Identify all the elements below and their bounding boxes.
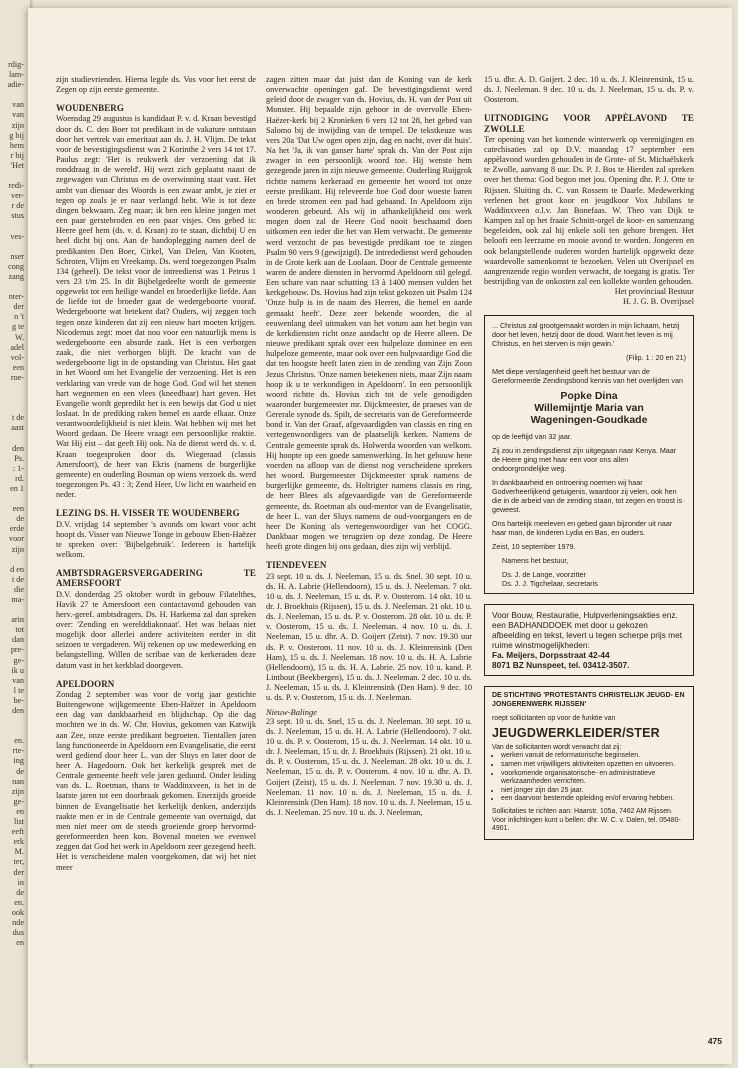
job-requirement: • een daarvoor bestemde opleiding en/of ervaring hebben. <box>501 795 686 804</box>
obituary-signatories <box>492 570 686 588</box>
obituary-box <box>484 315 694 594</box>
strip-fragment: ge- <box>13 655 24 665</box>
obituary-age: op de leeftijd van 32 jaar. <box>492 432 572 442</box>
heading-lezing: LEZING DS. H. VISSER TE WOUDENBERG <box>56 508 240 519</box>
strip-fragment: den <box>12 706 24 715</box>
strip-fragment: en <box>16 806 24 816</box>
obituary-by: Namens het bestuur, <box>502 556 569 566</box>
obituary-name-3: Wageningen-Goudkade <box>530 414 648 427</box>
strip-fragment: nan <box>12 776 24 786</box>
strip-fragment: ge- <box>13 796 24 806</box>
strip-fragment <box>0 393 26 403</box>
heading-uitnodiging: UITNODIGING VOOR APPÈLAVOND TE ZWOLLE <box>484 113 694 134</box>
obituary-name-2: Willemijntje Maria van <box>534 402 644 415</box>
article-lezing: D.V. vrijdag 14 september 's avonds om kwart voor acht hoopt ds. Visser van Nieuwe Tonge in gebouw Eben-Haëzer te spreken over: 'Bijbelgebruik'. Iedereen is hartelijk welkom. <box>56 519 256 560</box>
strip-fragment: W. <box>14 332 24 342</box>
obituary-place: Zeist, 10 september 1979. <box>492 542 576 552</box>
strip-fragment: en 1 <box>10 483 24 493</box>
article-apeldoorn-cont: zagen zitten maar dat juist dan de Koning van de kerk onverwachte openingen gaf. De bevestigingsdienst werd geleid door de zwager van ds. Hovius, ds. H. van der Post uit Monster. Hij bepaalde zijn gehoor in de overvolle Eben-Haëzer-kerk bij 2 Kronieken 6 vers 12 tot 28, het gebed van Salomo bij de inwijding van de tempel. De tekstkeuze was vers 20a 'Dat Uw ogen open zijn, dag en nacht, over dit huis'. Na het 'Ja, ik van ganser harte' sprak ds. Van der Post zijn zwager in een persoonlijk woord toe. Hij wenste hem gezegende jaren in zijn nieuwe gemeente. Ouderling Ruijgrok richtte namens kerkeraad en gemeente het woord tot onze eerste predikant. Hij releveerde hoe God door woeste baren en brede stromen een pad had gebaand. In Apeldoorn zijn wonderen gebeurd. Als wij in afhankelijkheid ons werk mogen doen zal de Heere God nooit beschaamd doen uitkomen een ieder die het van Hem verwacht. De gemeente werd verzocht de pas bevestigde predikant toe te zingen Psalm 90 vers 9 (gewijzigd). De intrededienst werd gehouden in de Grote kerk aan de Loolaan. Door de Centrale gemeente waren de andere diensten in hervormd Apeldoorn stil gelegd. Een schare van naar schatting 13 à 1400 mensen vulden het kerkgebouw. Ds. Hovius had zijn tekst gekozen uit Psalm 124 'Onze hulp is in de naam des Heeren, die hemel en aarde gemaakt heeft'. Deze zeer bekende woorden, die al eeuwenlang deel uitmaken van het votum aan het begin van de kerkdiensten richt onze aandacht op de Heere alleen. De nieuwe predikant sprak over een hulpeloze dominee en een hulpeloze gemeente, maar ook over een hulpvaardige God die dat ten hoogste heeft laten zien in de zending van Zijn Zoon Jezus Christus. 'Onze namen betekenen niets, maar Zijn naam hoop ik u te verkondigen in Apeldoorn'. In een persoonlijk woord richtte ds. Hovius zich tot de vele genodigden waaronder burgemeester mr. Dijckmeester, de praeses van de Gererale synode ds. Spilt, de secretaris van de Gereformeerde bond ir. Van der Graaf, afgevaardigden van classis en ring en vertegenwoordigers van de plaatselijk kerken. Namens de Centrale gemeente sprak ds. Holwerda woorden van welkom. Hij hoopte op een goede samenwerking. In het gebouw hene voerden na afloop van de dienst nog verscheidene sprekers het woord. Burgemeester Dijckmeester sprak namens de burgerlijke gemeente, ds. Holtrigter namens classis en ring, de heer Blees als afgevaardigde van de Gereformeerde gemeente, ds. Roetman als oud-mentor van de Evangelisatie, de heer L. van der Sluys namens de oud-voorgangers en de heer De Koning als vertegenwoordiger van het COGG. Dankbaar mogen we terugzien op deze zondag. De Heere heeft grote dingen bij ons gedaan, dies zijn wij verblijd. <box>266 75 472 552</box>
strip-fragment: aast <box>11 423 24 433</box>
schedule-nieuw-balinge: 23 sept. 10 u. ds. Snel, 15 u. ds. J. Neeleman. 30 sept. 10 u. ds. J. Neeleman, 15 u. ds. H. A. Labrie (Hellendoorn). 7 okt. 10 u. ds. P. v. Oosterom, 15 u. ds. J. Neeleman. 14 okt. 10 u. dr. J. Neeleman, 15 u. dr. J. Broekhuis (Rijssen). 21 okt. 10 u. ds. P. v. Oosterom, 15 u. ds. J. Neeleman. 28 okt. 10 u. ds. J. Neeleman, 15 u. ds. P. v. Oosterom. 4 nov. 10 u. dhr. A. D. Goijert (Zeist), 15 u. ds. J. Neeleman. 7 nov. 19.30 u. ds. J. Neeleman. 11 nov. 10 u. ds. J. Neeleman, 15 u. ds. J. Kleinrensink (Den Ham). 18 nov. 10 u. ds. J. Neeleman, 15 u. ds. J. Neeleman. 25 nov. 10 u. ds. J. Neeleman, <box>266 716 472 818</box>
strip-fragment: : 1- <box>12 463 24 473</box>
strip-fragment: stus <box>11 211 24 221</box>
job-apply: Sollicitaties te richten aan: Haarstr. 105a, 7462 AM Rijssen. Voor inlichtingen kunt u bellen: dhr. W. C. v. Dalen, tel. 05480-4901. <box>492 807 681 833</box>
strip-fragment: erde <box>9 524 24 534</box>
obituary-p2: In dankbaarheid en ontroering noemen wij haar Godverheerlijkend getuigenis, waardoor zij velen, ook hen die in de arbeid van de zending staan, tot zegen en troost is geweest. <box>492 478 683 515</box>
strip-fragment <box>0 90 26 100</box>
strip-fragment: in <box>17 877 24 887</box>
strip-fragment: roe- <box>10 372 24 382</box>
strip-fragment: t de <box>11 574 24 584</box>
column-2 <box>266 75 472 1035</box>
strip-fragment: de <box>16 514 24 524</box>
obituary-ref: (Filip. 1 : 20 en 21) <box>626 353 686 363</box>
strip-fragment: en. <box>14 736 24 746</box>
strip-fragment: voor <box>8 534 24 544</box>
job-requirement: • niet jonger zijn dan 25 jaar. <box>501 787 686 796</box>
previous-page-strip <box>0 60 26 1050</box>
column-1 <box>56 75 256 1035</box>
intro-paragraph: zijn studievrienden. Hierna legde ds. Vos voor het eerst de Zegen op zijn eerste gemeente. <box>56 75 256 95</box>
ad-address-2: 8071 BZ Nunspeet, tel. 03412-3507. <box>492 660 630 671</box>
advertisement-badhanddoek <box>484 604 694 676</box>
strip-fragment: tot <box>15 625 24 635</box>
strip-fragment: l te <box>13 685 24 695</box>
article-apeldoorn: Zondag 2 september was voor de vorig jaar gestichte Buitengewone wijkgemeente Eben-Haëzer in Apeldoorn een dag van dankbaarheid en blijdschap. Op die dag mochten we in ds. W. Chr. Hovius, gekomen van Katwijk aan Zee, onze eerste predikant begroeten. Tientallen jaren lang functioneerde in Apeldoorn een Evangelisatie, die eerst werd gediend door heer L. van der Sluys en later door de heer A. Hagedoorn. Ook het kerkelijk gesprek met de Centrale gemeente heeft vele jaren geduurd. Onder leiding van ds. L. Roetman, thans te Waddinxveen, is het in de laatste jaren tot een doorbraak gekomen. Enerzijds groeide binnen de Evangelisatie het kerkelijk denken, anderzijds raakte men er in de Centrale gemeente van overtuigd, dat men niet meer om de steeds groeiende groep hervormd-gereformeerden heen kon. Bovenal moeten we evenwel zeggen dat God het werk in Apeldoorn zeer gezegend heeft. Het is verscheidene malen voorgekomen, dat wij het niet meer <box>56 689 256 872</box>
job-requirements-intro: Van de sollicitanten wordt verwacht dat zij: <box>492 743 622 751</box>
strip-fragment: en <box>16 938 24 948</box>
strip-fragment: ma- <box>11 594 24 604</box>
job-advertisement <box>484 686 694 839</box>
strip-fragment: ter, <box>13 857 24 867</box>
heading-tiendeveen: TIENDEVEEN <box>266 560 327 571</box>
strip-fragment <box>0 282 26 292</box>
strip-fragment: M. <box>14 847 24 857</box>
strip-fragment: van <box>12 675 24 685</box>
strip-fragment: de <box>16 766 24 776</box>
strip-fragment: rte- <box>12 746 24 756</box>
strip-fragment: nde <box>12 917 24 927</box>
strip-fragment <box>0 242 26 252</box>
job-organisation: DE STICHTING 'PROTESTANTS CHRISTELIJK JEUGD- EN JONGERENWERK RIJSSEN' <box>492 692 685 709</box>
article-ambtsdragers: D.V. donderdag 25 oktober wordt in gebouw Filatelthes, Havik 27 te Amersfoort een contactavond gehouden van herv.-geref. ambtsdragers. Ds. H. Harkema zal dan spreken over: 'Zending en werelddiakonaat'. Het was helaas niet mogelijk door allerlei andere activiteiten eerder in dit seizoen te vergaderen. Wij rekenen op uw medewerking en belangstelling. Willen de scribae van de kerkeraden deze datum vast in het kerkblad doorgeven. <box>56 589 256 670</box>
obituary-quote: ... Christus zal grootgemaakt worden in mijn lichaam, hetzij door het leven, hetzij door de dood. Want het leven is mij Christus, en het sterven is mijn gewin.' <box>492 321 680 349</box>
strip-fragment <box>0 433 26 443</box>
job-requirement: • samen met vrijwilligers aktiviteiten opzetten en uitvoeren. <box>501 761 686 770</box>
strip-fragment: van <box>12 100 24 110</box>
strip-fragment: de <box>16 887 24 897</box>
strip-fragment: ing <box>13 756 24 766</box>
obituary-p1: Zij zou in zendingsdienst zijn uitgegaan naar Kenya. Maar de Heere ging met haar een voor ons allen ondoorgrondelijke weg. <box>492 446 677 474</box>
strip-fragment: die <box>13 584 24 594</box>
strip-fragment: een <box>12 504 24 514</box>
strip-fragment: lam- <box>8 70 24 80</box>
strip-fragment: zang <box>8 271 24 281</box>
signature-line-2: H. J. G. B. Overijssel <box>623 297 694 307</box>
obituary-name <box>492 390 686 426</box>
page-number: 475 <box>707 1036 722 1046</box>
column-3 <box>484 75 694 1035</box>
strip-fragment: dus <box>12 928 24 938</box>
strip-fragment: hem <box>9 140 24 150</box>
strip-fragment: d en <box>10 564 24 574</box>
strip-fragment: rd. <box>15 473 24 483</box>
heading-woudenberg: WOUDENBERG <box>56 103 125 114</box>
strip-fragment: erk <box>13 837 24 847</box>
strip-fragment: van <box>12 110 24 120</box>
strip-fragment: nter- <box>8 292 24 302</box>
strip-fragment: g bij <box>9 130 24 140</box>
strip-fragment: zijn <box>11 786 24 796</box>
strip-fragment <box>0 383 26 393</box>
job-subtitle: roept sollicitanten op voor de funktie van <box>492 714 616 722</box>
strip-fragment: g te <box>11 322 24 332</box>
strip-fragment: zijn <box>11 544 24 554</box>
strip-fragment: adel <box>10 342 24 352</box>
strip-fragment: list <box>13 817 24 827</box>
signature-line-1: Het provinciaal Bestuur <box>614 287 694 297</box>
job-title: JEUGDWERKLEIDER/STER <box>492 726 660 741</box>
strip-fragment <box>0 403 26 413</box>
article-uitnodiging: Ter opening van het komende winterwerk op verenigingen en catechisaties zal op D.V. maandag 17 september een appèlavond worden gehouden in de Grote- of St. Michaëlskerk te Zwolle, aanvang 8 uur. Ds. P. J. Bos te Hierden zal spreken over het thema: God begon met jou. Opening dhr. P. J. Otte te Rijssen. Sluiting ds. C. van Rossem te Daarle. Medewerking verlenen het groot koor en jeugdkoor Vox Jubilans te Waddinxveen o.l.v. Jan Bonefaas. W. Theo van Dijk te Kampen zal op het fraaie Schnitt-orgel de koor- en samenzang begeleiden, ook zal hij enkele soli ten gehore brengen. Het belooft een leerzame en mooie avond te worden. Jongeren en ook belangstellende ouderen worden hartelijk opgewekt deze waardevolle samenkomst te bezoeken. Velen uit Overijssel en aangrenzende regio worden verwacht, de toegang is gratis. Ter bestrijding van de onkosten zal een kollekte worden gehouden. <box>484 134 694 286</box>
strip-fragment: n 't <box>14 312 24 322</box>
strip-fragment: r bij <box>10 150 24 160</box>
strip-fragment <box>0 222 26 232</box>
strip-fragment: der <box>13 302 24 312</box>
strip-fragment: Ps. <box>14 453 24 463</box>
strip-fragment: arin <box>11 615 24 625</box>
heading-apeldoorn: APELDOORN <box>56 678 115 689</box>
strip-fragment: den <box>12 443 24 453</box>
strip-fragment: rdig- <box>8 60 24 69</box>
strip-fragment: ik u <box>11 665 24 675</box>
strip-fragment <box>0 726 26 736</box>
strip-fragment: eeft <box>11 827 24 837</box>
schedule-cont: 15 u. dhr. A. D. Goijert. 2 dec. 10 u. ds. J. Kleinrensink, 15 u. ds. J. Neeleman. 9 dec. 10 u. ds. J. Neeleman, 15 u. ds. P. v. Oosterom. <box>484 75 694 105</box>
strip-fragment: cong <box>8 261 24 271</box>
ad-address-1: Fa. Meijers, Dorpsstraat 42-44 <box>492 650 610 661</box>
obituary-name-1: Popke Dina <box>560 390 618 403</box>
strip-fragment <box>0 171 26 181</box>
schedule-tiendeveen: 23 sept. 10 u. ds. J. Neeleman, 15 u. ds. Snel. 30 sept. 10 u. ds. H. A. Labrie (Hellendoorn), 15 u. ds. J. Neeleman. 7 okt. 10 u. ds. J. Neeleman, 15 u. ds. P. v. Oosterom. 14 okt. 10 u. dr. J. Broekhuis (Rijssen), 15 u. ds. J. Neeleman. 21 okt. 10 u. ds. J. Neeleman, 15 u. ds. P. v. Oosterom. 28 okt. 10 u. ds. P. v. Oosterom, 15 u. ds. J. Neeleman. 4 nov. 10 u. ds. J. Neeleman, 15 u. dhr. A. D. Goijert (Zeist). 7 nov. 19.30 uur ds. P. v. Oosterom. 11 nov. 10 u. ds. J. Kleinrensink (Den Ham), 15 u. ds. J. Neeleman. 18 nov. 10 u. ds. H. A. Labrie (Hellendoorn), 15 u. ds. H. A. Labrie. 25 nov. 10 u. kand. P. Linthout (Beekbergen), 15 u. ds. J. Neeleman. 2 dec. 10 u. ds. J. Neeleman, 15 u. ds. J. Kleinrensink (Den Ham). 9 dec. 10 u. ds. P. v. Oosterom, 15 u. ds. J. Neeleman. <box>266 571 472 703</box>
obituary-intro: Met diepe verslagenheid geeft het bestuur van de Gereformeerde Zendingsbond kennis van het overlijden van <box>492 367 683 386</box>
strip-fragment: een <box>12 362 24 372</box>
strip-fragment: t de <box>11 413 24 423</box>
strip-fragment: vol- <box>10 352 24 362</box>
strip-fragment <box>0 494 26 504</box>
strip-fragment: ver- <box>10 191 24 201</box>
strip-fragment: r de <box>11 201 24 211</box>
strip-fragment: ves- <box>10 231 24 241</box>
job-requirement: • voorkomende organisatorische- en administratieve werkzaamheden verrichten. <box>501 770 686 787</box>
strip-fragment <box>0 716 26 726</box>
heading-ambtsdragers: AMBTSDRAGERSVERGADERING TE AMERSFOORT <box>56 568 256 589</box>
job-requirements-list <box>492 752 686 804</box>
job-requirement: • werken vanuit de reformatorische beginselen. <box>501 752 686 761</box>
strip-fragment: 'Het <box>10 160 24 170</box>
strip-fragment <box>0 605 26 615</box>
strip-fragment: nser <box>10 251 24 261</box>
article-woudenberg: Woensdag 29 augustus is kandidaat P. v. d. Kraan bevestigd door ds. C. den Boer tot predikant in de vakature ontstaan door het vertrek van emeritaat aan ds. J. H. Vlijm. De tekst voor de bevestigingsdienst was 2 Korinthe 2 vers 14 tot 17. Paulus zegt: 'Het is reukwerk der verzoening dat ik ronddraag in de wereld'. Hij wezt zich geplaatst naast de zegewagen van Christus en de overwinning staat vast. Het ambt van dienaar des Woords is een zwaar ambt, je ziet er tegen op zoals je er naar verlangd hebt. Wie is tot deze dingen bekwaam. Zeg maar; ik ben een kleine jongen met een paar gerstebroden en een paar visjes. Ons gebed is: Heere geef hem (ds. v. d. Kraan) zo te staan, dichtbij U en heel dicht bij ons. Aan de handoplegging namen deel de predikanten Den Boer, Cirkel, Van Delen, Van Kooten, Schroten, Vlijm en Vreekamp. Ds. werd toegezongen Psalm 134 (geheel). De tekst voor de intreedienst was 1 Petrus 1 vers 23 t/m 25. In dit Bijbelgedeelte wordt de gemeente opgewekt tot een heilige wandel en broederlijke liefde. Aan de liefde tot de broeder gaat de wedergeboorte vooraf. Wedergeboorte wat betekent dat? Ouders, wij zeggen toch tegen onze kinderen dat zij een nieuw hart moeten krijgen. Nicodemus zegt: moet dat nou voor een natuurlijk mens is wedergeboorte een absurde zaak. Het is een verborgen zaak, die niet verborgen blijft. De kracht van de wedergeboorte ligt in de opstanding van Christus. Het gaat in het Woord om het Evangelie der verzoening. Het is een verklaring van vrede van de hoge God. God wil het stenen hart wegnemen en een vlees (kneedbaar) hart geven. Het Evangelie wordt gepredikt het is een bewijs dat God u niet loslaat. In de prediking raken hemel en aarde elkaar. Onze verantwoordelijkheid is niet klein. Wat hebben wij met het Woord gedaan. De Heere vraagt een persoonlijke reaktie. Wat Hij eist – dat geeft Hij ook. Na de dienst werd ds. v. d. Kraan toegesproken door ds. Wiegeraad (classis Amersfoort), de heer van Ekris (namens de burgerlijke gemeente) en ouderling Bosman op wiens verzoek ds. werd toegezongen Ps. 43 : 3; Zend Heer, Uw licht en waarheid en neder. <box>56 114 256 500</box>
strip-fragment <box>0 555 26 565</box>
ad-text: Voor Bouw, Restauratie, Hulpverleningsakties enz. een BADHANDDOEK met door u gekozen afbeelding en tekst, levert u tegen scherpe prijs met ruime winstmogelijkheden: <box>492 610 683 651</box>
strip-fragment: ook <box>11 907 24 917</box>
strip-fragment: zijn <box>11 120 24 130</box>
obituary-p3: Ons hartelijk meeleven en gebed gaan bijzonder uit naar haar man, de kinderen Lydia en Bas, en ouders. <box>492 519 673 538</box>
strip-fragment: adie- <box>7 80 24 90</box>
obituary-signatory-2: Ds. J. J. Tigchelaar, secretaris <box>502 579 598 589</box>
strip-fragment: en. <box>14 897 24 907</box>
strip-fragment: pre- <box>10 645 24 655</box>
obituary-signatory-1: Ds. J. de Lange, voorzitter <box>502 570 586 580</box>
heading-nieuw-balinge: Nieuw-Balinge <box>266 706 317 717</box>
strip-fragment: dan <box>12 635 24 645</box>
strip-fragment: be- <box>13 695 24 705</box>
strip-fragment: der <box>13 867 24 877</box>
strip-fragment: redi- <box>8 181 24 191</box>
